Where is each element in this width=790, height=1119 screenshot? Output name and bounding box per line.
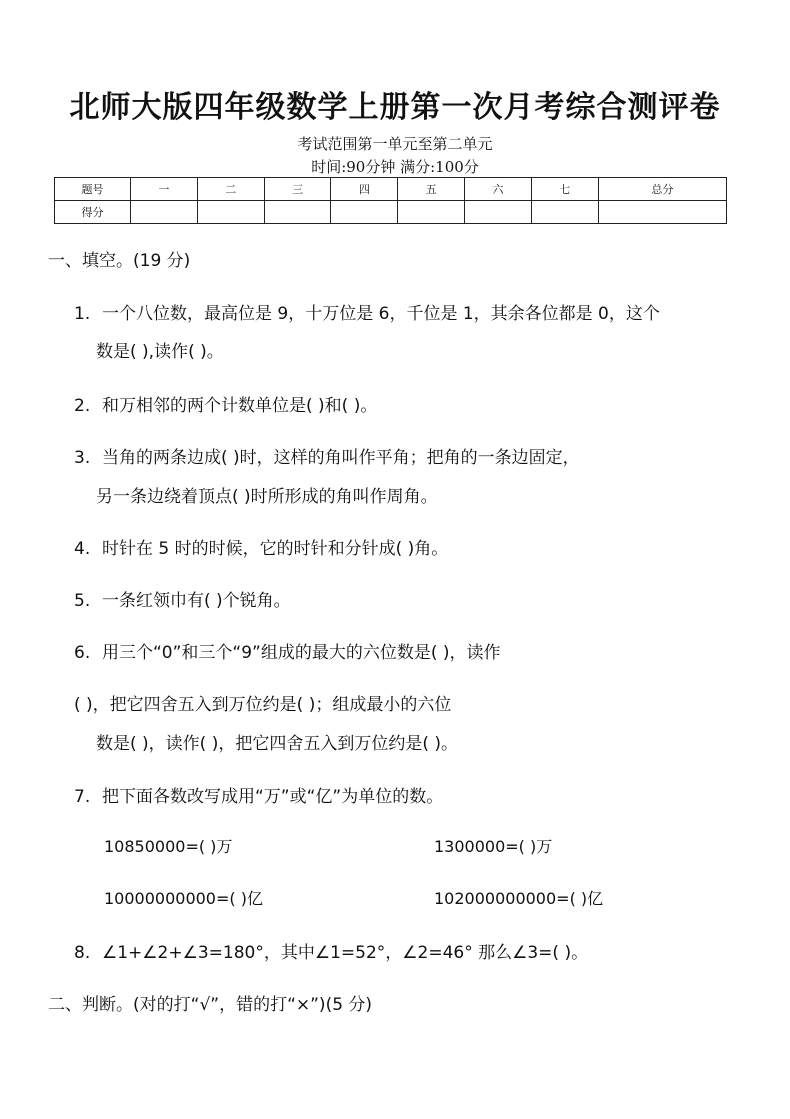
score-table-cell: 得分 [55,201,131,224]
question-number: 8. [74,943,91,963]
score-input-cell[interactable] [331,201,398,224]
conversion-item: 10000000000=( )亿 [104,889,263,908]
score-table-cell: 三 [264,178,331,201]
score-input-cell[interactable] [264,201,331,224]
question-6-line-2: ( )，把它四舍五入到万位约是( )；组成最小的六位 [74,695,452,715]
conversion-item: 102000000000=( )亿 [434,889,604,908]
question-text: 当角的两条边成( )时，这样的角叫作平角；把角的一条边固定， [102,448,580,468]
question-2 [74,391,377,416]
question-text: 把下面各数改写成用“万”或“亿”为单位的数。 [102,787,444,807]
exam-title: 北师大版四年级数学上册第一次月考综合测评卷 [69,90,721,125]
question-text: 一个八位数，最高位是 9，十万位是 6，千位是 1，其余各位都是 0，这个 [102,304,660,324]
score-table [54,177,727,224]
question-text: 用三个“0”和三个“9”组成的最大的六位数是( )，读作 [102,643,501,663]
score-input-cell[interactable] [197,201,264,224]
question-number: 5. [74,591,91,611]
score-table-cell: 总分 [598,178,726,201]
score-input-cell[interactable] [598,201,726,224]
score-table-cell: 题号 [55,178,131,201]
question-1 [74,299,660,324]
question-text: 和万相邻的两个计数单位是( )和( )。 [102,396,378,416]
question-text: 时针在 5 时的时候，它的时针和分针成( )角。 [102,539,449,559]
question-number: 4. [74,539,91,559]
score-table-score-row [55,201,727,224]
score-input-cell[interactable] [131,201,198,224]
conversion-item: 10850000=( )万 [104,837,233,856]
exam-scope: 考试范围第一单元至第二单元 [297,135,493,153]
section-1-heading: 一、填空。(19 分) [48,251,191,271]
question-number: 7. [74,787,91,807]
question-number: 3. [74,448,91,468]
score-table-cell: 二 [197,178,264,201]
score-table-header-row [55,178,727,201]
question-5 [74,586,291,611]
question-text: 一条红领巾有( )个锐角。 [102,591,291,611]
question-number: 2. [74,396,91,416]
question-number: 6. [74,643,91,663]
score-input-cell[interactable] [398,201,465,224]
score-table-cell: 五 [398,178,465,201]
section-2-heading: 二、判断。(对的打“√”，错的打“×”)(5 分) [48,995,373,1015]
conversion-item: 1300000=( )万 [434,837,553,856]
question-6-line-3: 数是( )，读作( )，把它四舍五入到万位约是( )。 [96,734,459,754]
question-6 [74,638,501,663]
score-table-cell: 六 [465,178,532,201]
question-1-line-2: 数是( ),读作( )。 [96,342,224,362]
exam-time-info: 时间:90分钟 满分:100分 [311,158,479,176]
score-table-cell: 四 [331,178,398,201]
question-8 [74,938,588,963]
question-4 [74,534,448,559]
score-input-cell[interactable] [465,201,532,224]
question-3 [74,443,580,468]
question-text: ∠1+∠2+∠3=180°，其中∠1=52°，∠2=46° 那么∠3=( )。 [102,943,589,963]
question-number: 1. [74,304,91,324]
question-3-line-2: 另一条边绕着顶点( )时所形成的角叫作周角。 [96,487,438,507]
score-input-cell[interactable] [531,201,598,224]
question-7 [74,782,443,807]
score-table-cell: 七 [531,178,598,201]
score-table-cell: 一 [131,178,198,201]
